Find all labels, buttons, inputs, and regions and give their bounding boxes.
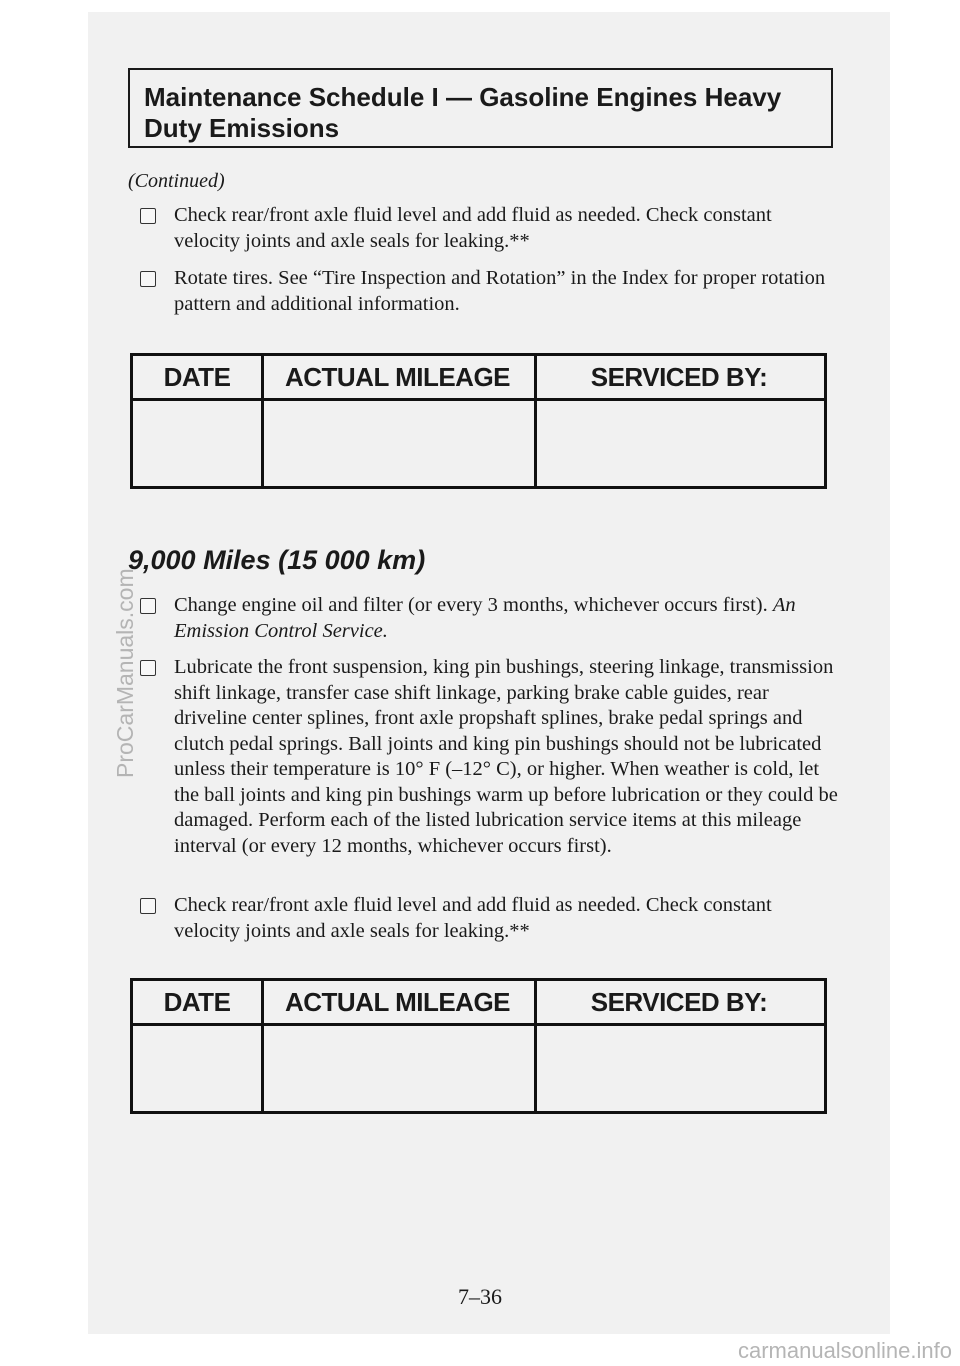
checkbox-icon[interactable]	[140, 660, 156, 676]
emission-service-note: An Emission Control Service.	[174, 594, 796, 642]
column-divider	[261, 356, 264, 486]
table-header-row	[133, 356, 824, 401]
checklist-item-text: Check rear/front axle fluid level and add fluid as needed. Check constant velocity joints and axle seals for leaking.**	[174, 204, 772, 252]
checklist-item-text: Lubricate the front suspension, king pin bushings, steering linkage, transmission shift linkage, transfer case shift linkage, parking brake cable guides, rear driveline center splines, front axle propshaft splines, brake pedal springs and clutch pedal springs. Ball joints and king pin bushings should not be lubricated unless their temperature is 10° F (–12° C), or higher. When weather is cold, let the ball joints and king pin bushings warm up before lubrication or they could be damaged. Perform each of the listed lubrication service items at this mileage interval (or every 12 months, whichever occurs first).	[174, 656, 838, 857]
checklist-item	[140, 655, 840, 859]
watermark-left: ProCarManuals.com	[112, 568, 138, 778]
column-header-mileage: ACTUAL MILEAGE	[284, 361, 511, 392]
checkbox-icon[interactable]	[140, 898, 156, 914]
item-text-main: Change engine oil and filter (or every 3 months, whichever occurs first).	[174, 594, 768, 616]
column-divider	[534, 356, 537, 486]
column-divider	[261, 981, 264, 1111]
checklist-item-text: Check rear/front axle fluid level and add fluid as needed. Check constant velocity joints and axle seals for leaking.**	[174, 894, 772, 942]
column-header-date: DATE	[163, 986, 231, 1017]
checklist-item-text	[174, 593, 840, 644]
page-number: 7–36	[458, 1284, 502, 1309]
column-header-date: DATE	[163, 361, 231, 392]
page-title: Maintenance Schedule I — Gasoline Engines Heavy Duty Emissions	[144, 82, 782, 143]
column-header-serviced-by: SERVICED BY:	[590, 361, 768, 392]
column-header-mileage: ACTUAL MILEAGE	[284, 986, 511, 1017]
checkbox-icon[interactable]	[140, 208, 156, 224]
checkbox-icon[interactable]	[140, 598, 156, 614]
watermark-bottom: carmanualsonline.info	[737, 1338, 952, 1363]
section-header-box	[128, 68, 833, 148]
checkbox-icon[interactable]	[140, 271, 156, 287]
service-record-table	[130, 978, 827, 1114]
checklist-item	[140, 266, 840, 317]
checklist-item-text: Rotate tires. See “Tire Inspection and Rotation” in the Index for proper rotation pattern and additional information.	[174, 267, 826, 315]
column-header-serviced-by: SERVICED BY:	[590, 986, 768, 1017]
checklist-item	[140, 893, 840, 944]
table-header-row	[133, 981, 824, 1026]
column-divider	[534, 981, 537, 1111]
checklist-item	[140, 203, 840, 254]
service-record-table	[130, 353, 827, 489]
section-heading: 9,000 Miles (15 000 km)	[128, 545, 426, 575]
checklist-item	[140, 593, 840, 644]
continued-label: (Continued)	[128, 170, 225, 192]
